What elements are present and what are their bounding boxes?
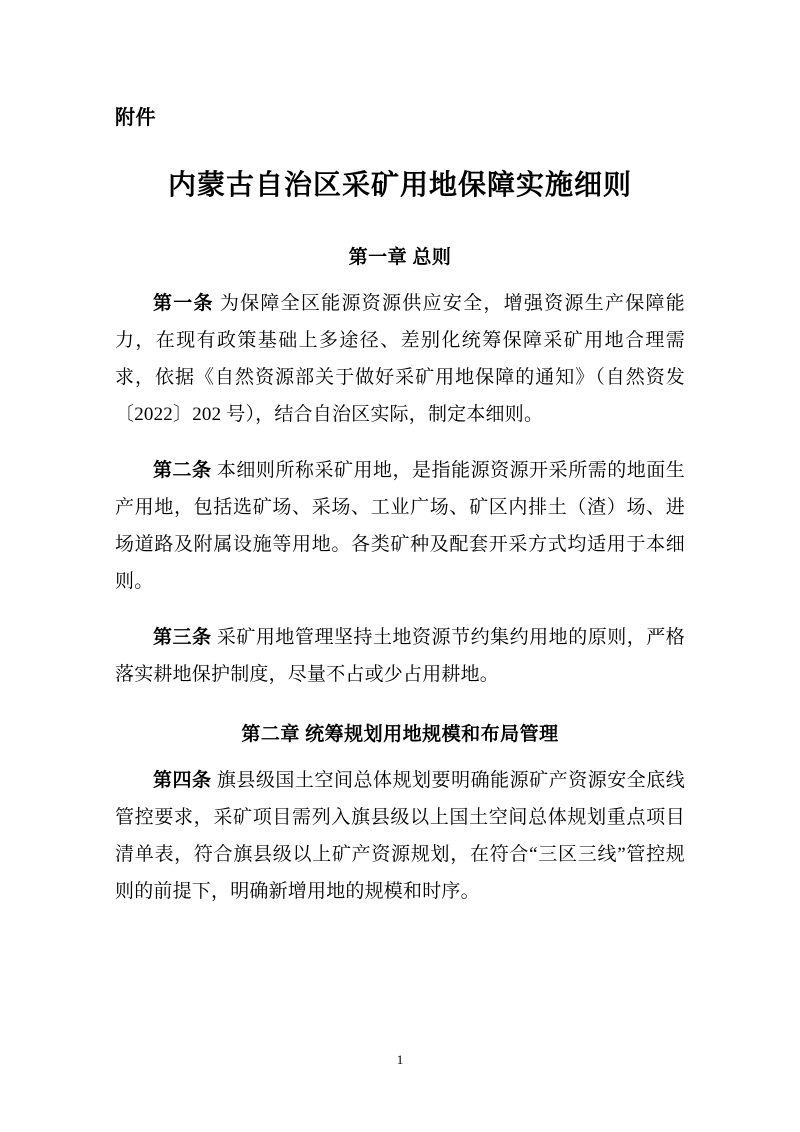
article-number: 第三条 bbox=[153, 627, 212, 649]
attachment-label: 附件 bbox=[115, 107, 156, 129]
article-paragraph bbox=[115, 285, 685, 433]
chapter-heading-1: 第一章 总则 bbox=[348, 247, 452, 269]
article-text: 本细则所称采矿用地，是指能源资源开采所需的地面生产用地，包括选矿场、采场、工业广场、矿区内排土（渣）场、进场道路及附属设施等用地。各类矿种及配套开采方式均适用于本细则。 bbox=[115, 460, 685, 593]
article-number: 第二条 bbox=[153, 460, 212, 482]
article-number: 第一条 bbox=[153, 292, 214, 314]
article-paragraph bbox=[115, 452, 685, 600]
page-content bbox=[115, 0, 685, 929]
chapter-heading-2: 第二章 统筹规划用地规模和布局管理 bbox=[241, 724, 559, 746]
article-text: 为保障全区能源资源供应安全，增强资源生产保障能力，在现有政策基础上多途径、差别化统筹保障采矿用地合理需求，依据《自然资源部关于做好采矿用地保障的通知》（自然资发〔2022〕202 号），结合自治区实际，制定本细则。 bbox=[115, 292, 685, 426]
article-text: 旗县级国土空间总体规划要明确能源矿产资源安全底线管控要求，采矿项目需列入旗县级以上国土空间总体规划重点项目清单表，符合旗县级以上矿产资源规划，在符合“三区三线”管控规则的前提下，明确新增用地的规模和时序。 bbox=[115, 769, 685, 902]
article-paragraph bbox=[115, 619, 685, 693]
article-number: 第四条 bbox=[153, 769, 212, 791]
page-number: 1 bbox=[396, 1052, 404, 1067]
page-title: 内蒙古自治区采矿用地保障实施细则 bbox=[167, 170, 632, 201]
article-text: 采矿用地管理坚持土地资源节约集约用地的原则，严格落实耕地保护制度，尽量不占或少占用耕地。 bbox=[115, 627, 685, 686]
article-paragraph bbox=[115, 762, 685, 910]
